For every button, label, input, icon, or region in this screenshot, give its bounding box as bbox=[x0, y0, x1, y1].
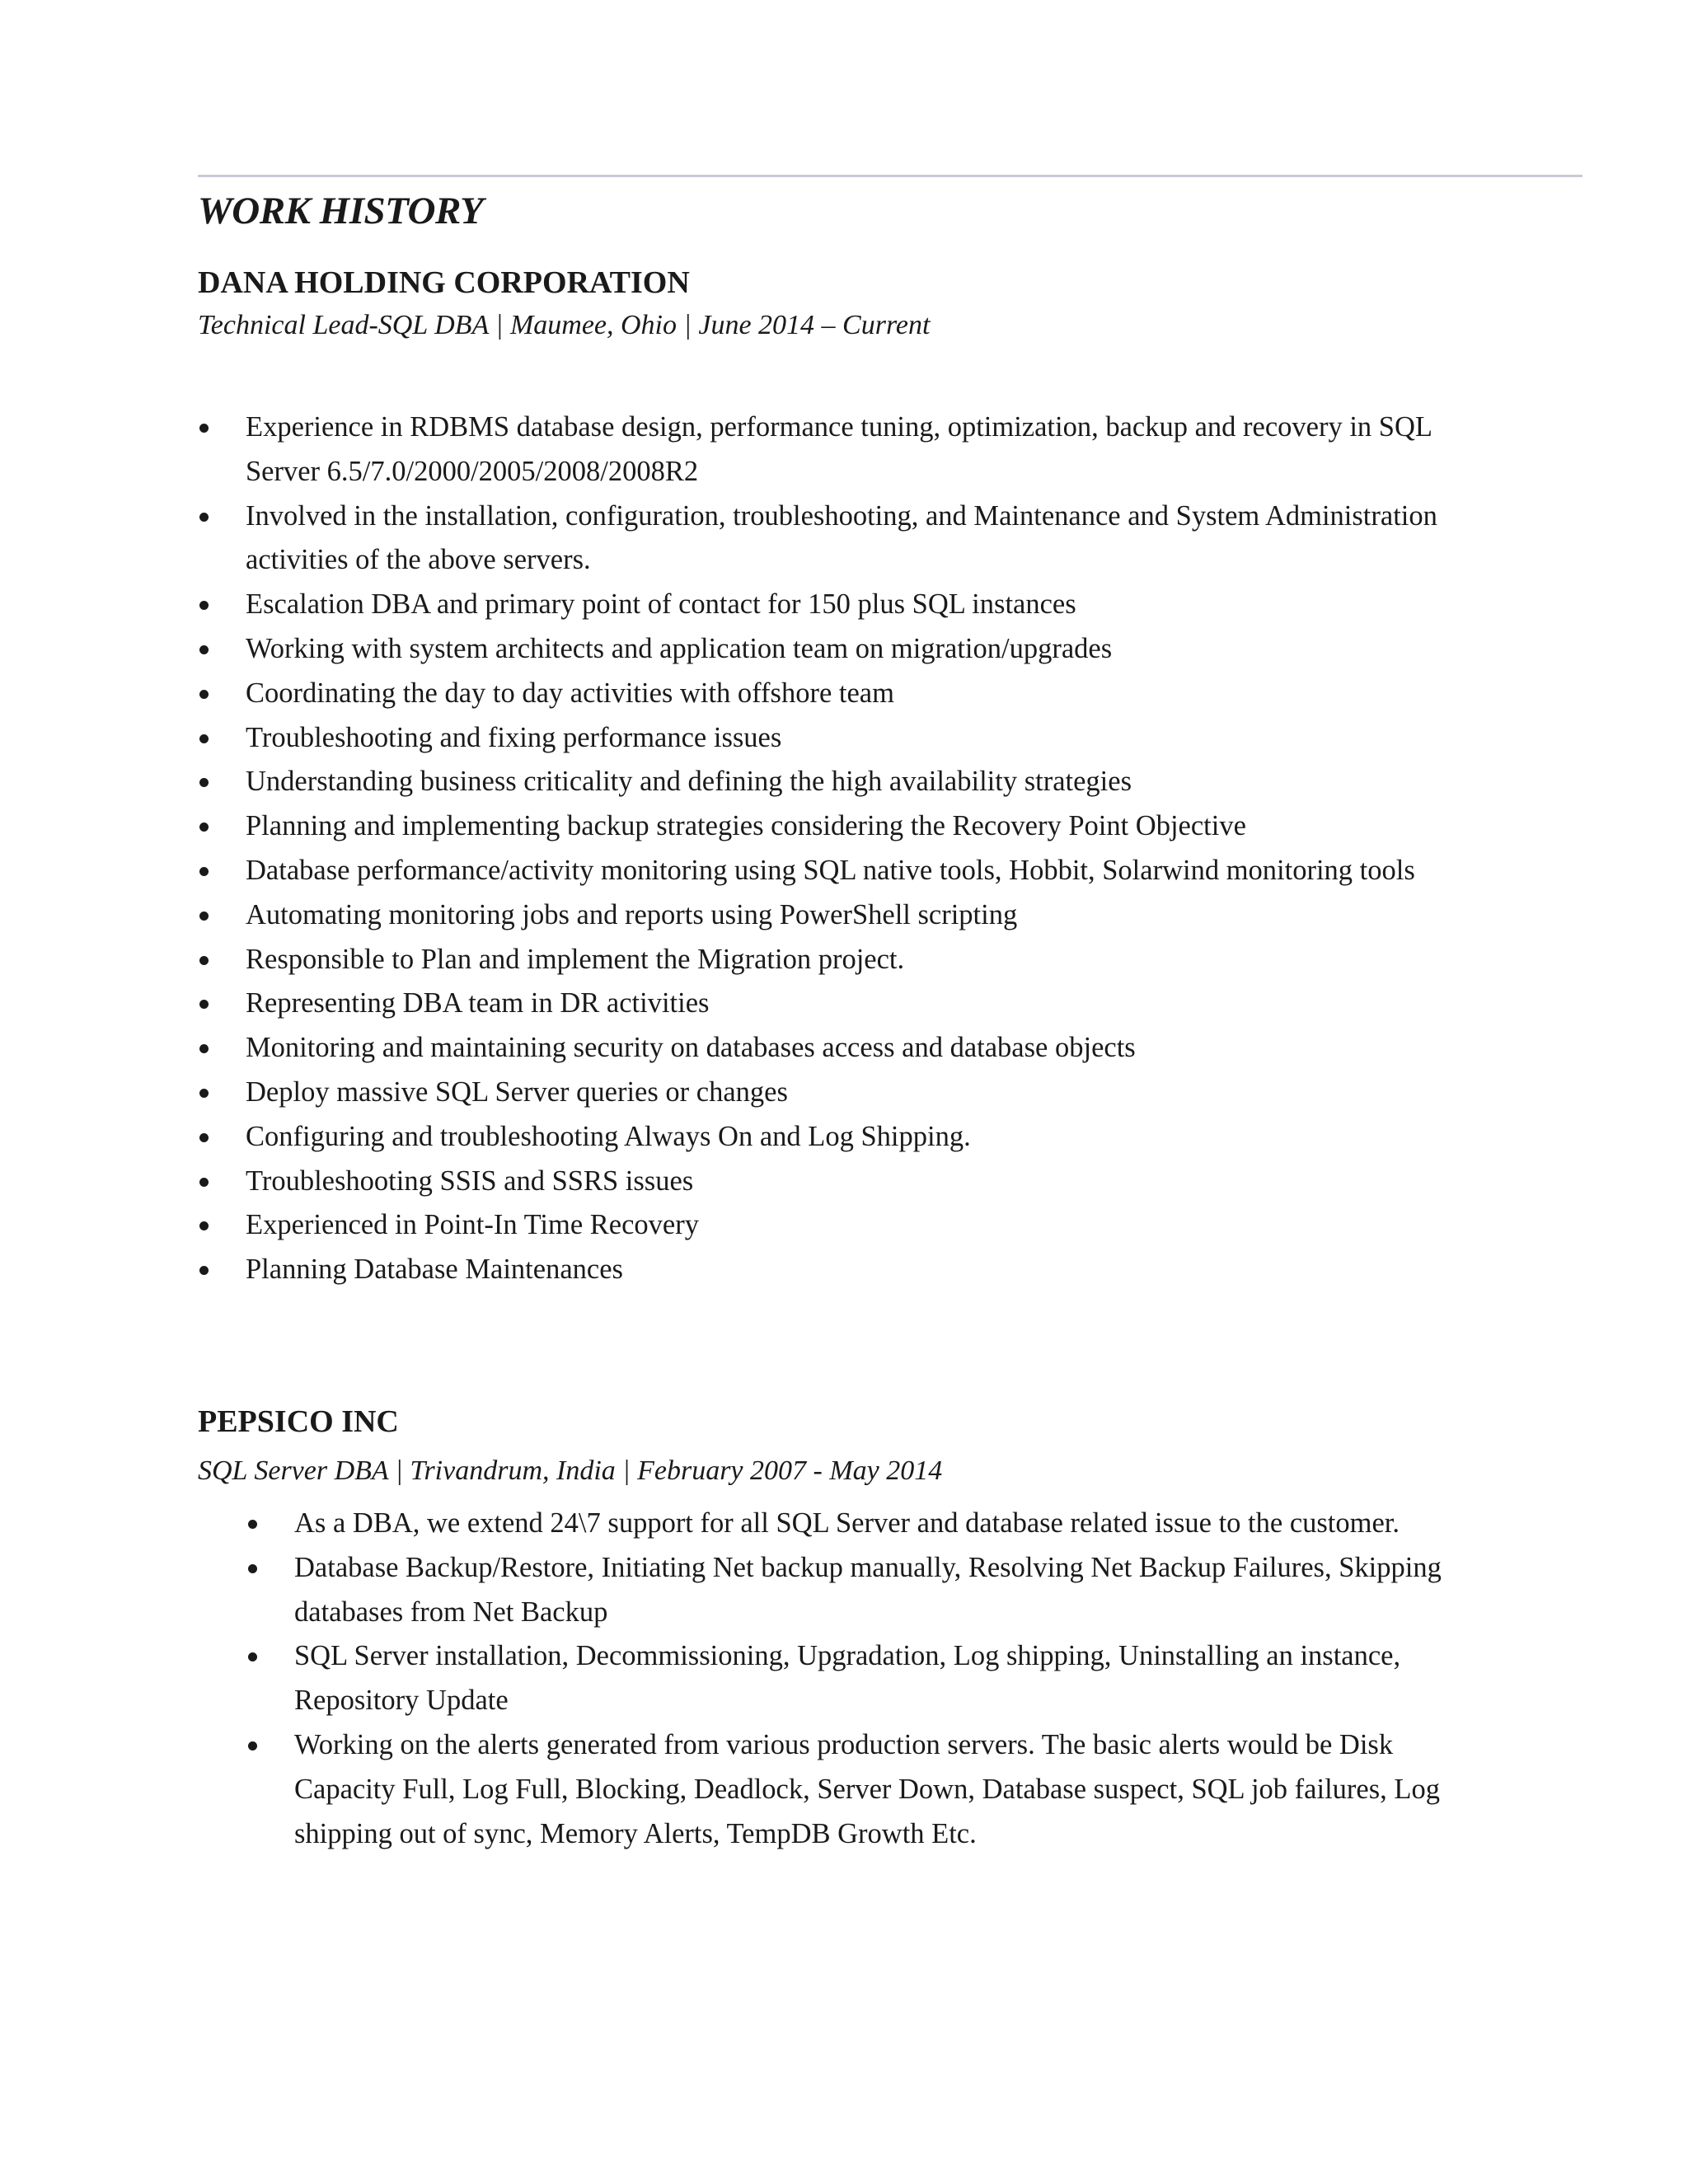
list-item: Escalation DBA and primary point of contact for 150 plus SQL instances bbox=[198, 583, 1484, 627]
list-item: Understanding business criticality and defining the high availability strategies bbox=[198, 760, 1484, 804]
list-item: SQL Server installation, Decommissioning, Upgradation, Log shipping, Uninstalling an instance, Repository Update bbox=[246, 1634, 1499, 1723]
list-item: Experienced in Point-In Time Recovery bbox=[198, 1203, 1484, 1248]
company-name: PEPSICO INC bbox=[198, 1404, 399, 1439]
job-duties-list bbox=[246, 1502, 1499, 1856]
list-item: Automating monitoring jobs and reports using PowerShell scripting bbox=[198, 893, 1484, 938]
list-item: Monitoring and maintaining security on databases access and database objects bbox=[198, 1026, 1484, 1071]
job-duties-list bbox=[198, 405, 1484, 1292]
list-item: Database performance/activity monitoring using SQL native tools, Hobbit, Solarwind monitoring tools bbox=[198, 849, 1484, 893]
list-item: Configuring and troubleshooting Always On and Log Shipping. bbox=[198, 1115, 1484, 1160]
list-item: Working with system architects and application team on migration/upgrades bbox=[198, 627, 1484, 672]
list-item: Troubleshooting and fixing performance issues bbox=[198, 716, 1484, 761]
job-position-line: SQL Server DBA | Trivandrum, India | February 2007 - May 2014 bbox=[198, 1455, 943, 1486]
job-position-line: Technical Lead-SQL DBA | Maumee, Ohio | June 2014 – Current bbox=[198, 310, 931, 340]
list-item: Working on the alerts generated from various production servers. The basic alerts would be Disk Capacity Full, Log Full, Blocking, Deadlock, Server Down, Database suspect, SQL job failures, Log shipping out of sync, Memory Alerts, TempDB Growth Etc. bbox=[246, 1723, 1499, 1856]
list-item: Involved in the installation, configuration, troubleshooting, and Maintenance and System Administration activities of the above servers. bbox=[198, 494, 1484, 583]
section-divider bbox=[198, 175, 1582, 177]
list-item: Planning and implementing backup strategies considering the Recovery Point Objective bbox=[198, 804, 1484, 849]
list-item: Troubleshooting SSIS and SSRS issues bbox=[198, 1160, 1484, 1204]
list-item: Experience in RDBMS database design, performance tuning, optimization, backup and recovery in SQL Server 6.5/7.0/2000/2005/2008/2008R2 bbox=[198, 405, 1484, 494]
list-item: As a DBA, we extend 24\7 support for all SQL Server and database related issue to the customer. bbox=[246, 1502, 1499, 1546]
list-item: Database Backup/Restore, Initiating Net backup manually, Resolving Net Backup Failures, Skipping databases from Net Backup bbox=[246, 1546, 1499, 1635]
list-item: Coordinating the day to day activities with offshore team bbox=[198, 672, 1484, 716]
list-item: Responsible to Plan and implement the Migration project. bbox=[198, 938, 1484, 982]
company-name: DANA HOLDING CORPORATION bbox=[198, 265, 690, 300]
section-title: WORK HISTORY bbox=[198, 190, 484, 232]
list-item: Representing DBA team in DR activities bbox=[198, 982, 1484, 1026]
list-item: Deploy massive SQL Server queries or changes bbox=[198, 1071, 1484, 1115]
list-item: Planning Database Maintenances bbox=[198, 1248, 1484, 1292]
